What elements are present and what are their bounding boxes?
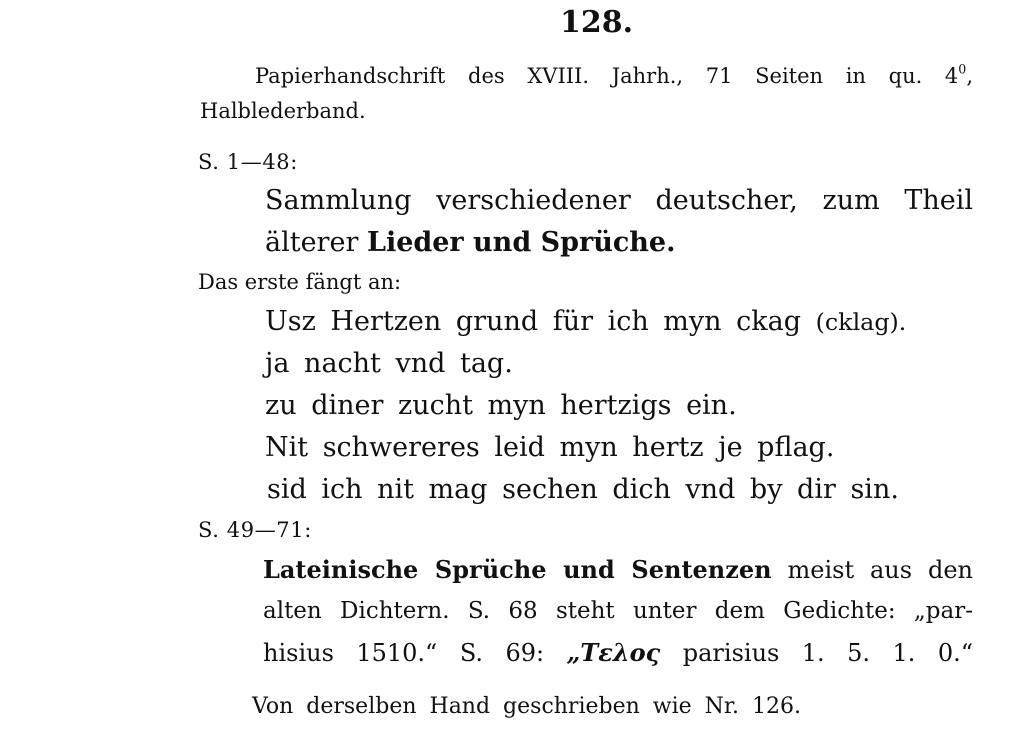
verse-line-1-note: (cklag).: [815, 308, 907, 336]
description-comma: ,: [966, 64, 973, 88]
section-1-title-plain: älterer: [265, 227, 359, 258]
page-number: 128.: [560, 5, 634, 40]
section-2-line-3-a: hisius 1510.“: [263, 639, 438, 667]
section-2-line-3-b: S. 69:: [459, 639, 545, 667]
section-2-label: S. 49—71:: [198, 518, 312, 542]
footer-note: Von derselben Hand geschrieben wie Nr. 126.: [252, 694, 801, 719]
description-line-1: [255, 61, 973, 88]
verse-line-1-text: Usz Hertzen grund für ich myn ckag: [265, 306, 802, 337]
description-text: Papierhandschrift des XVIII. Jahrh., 71 Seiten in qu. 4: [255, 64, 959, 88]
section-1-label: S. 1—48:: [198, 150, 298, 174]
section-1-title-bold: Lieder und Sprüche.: [366, 227, 676, 258]
section-1-title-line-1: Sammlung verschiedener deutscher, zum Theil: [265, 185, 973, 216]
section-2-title-bold: Lateinische Sprüche und Sentenzen: [263, 555, 772, 584]
verse-line-4: Nit schwereres leid myn hertz je pflag.: [265, 432, 835, 463]
description-format-exponent: 0: [958, 61, 967, 77]
section-2-greek-word: „Τελος: [566, 638, 661, 667]
section-1-intro: Das erste fängt an:: [198, 270, 402, 294]
section-2-line-1-plain: meist aus den: [787, 556, 973, 584]
section-2-line-1: [263, 555, 973, 584]
section-1-title-line-2: [265, 229, 675, 256]
verse-line-5: sid ich nit mag sechen dich vnd by dir sin.: [267, 474, 899, 505]
verse-line-3: zu diner zucht myn hertzigs ein.: [265, 390, 737, 421]
verse-line-2: ja nacht vnd tag.: [265, 348, 513, 379]
verse-line-1: [265, 308, 906, 335]
section-2-line-2: alten Dichtern. S. 68 steht unter dem Gedichte: „par-: [263, 598, 973, 624]
section-2-line-3-c: parisius 1. 5. 1. 0.“: [682, 639, 974, 667]
section-2-line-3: [263, 638, 974, 667]
description-line-2: Halblederband.: [200, 99, 366, 123]
